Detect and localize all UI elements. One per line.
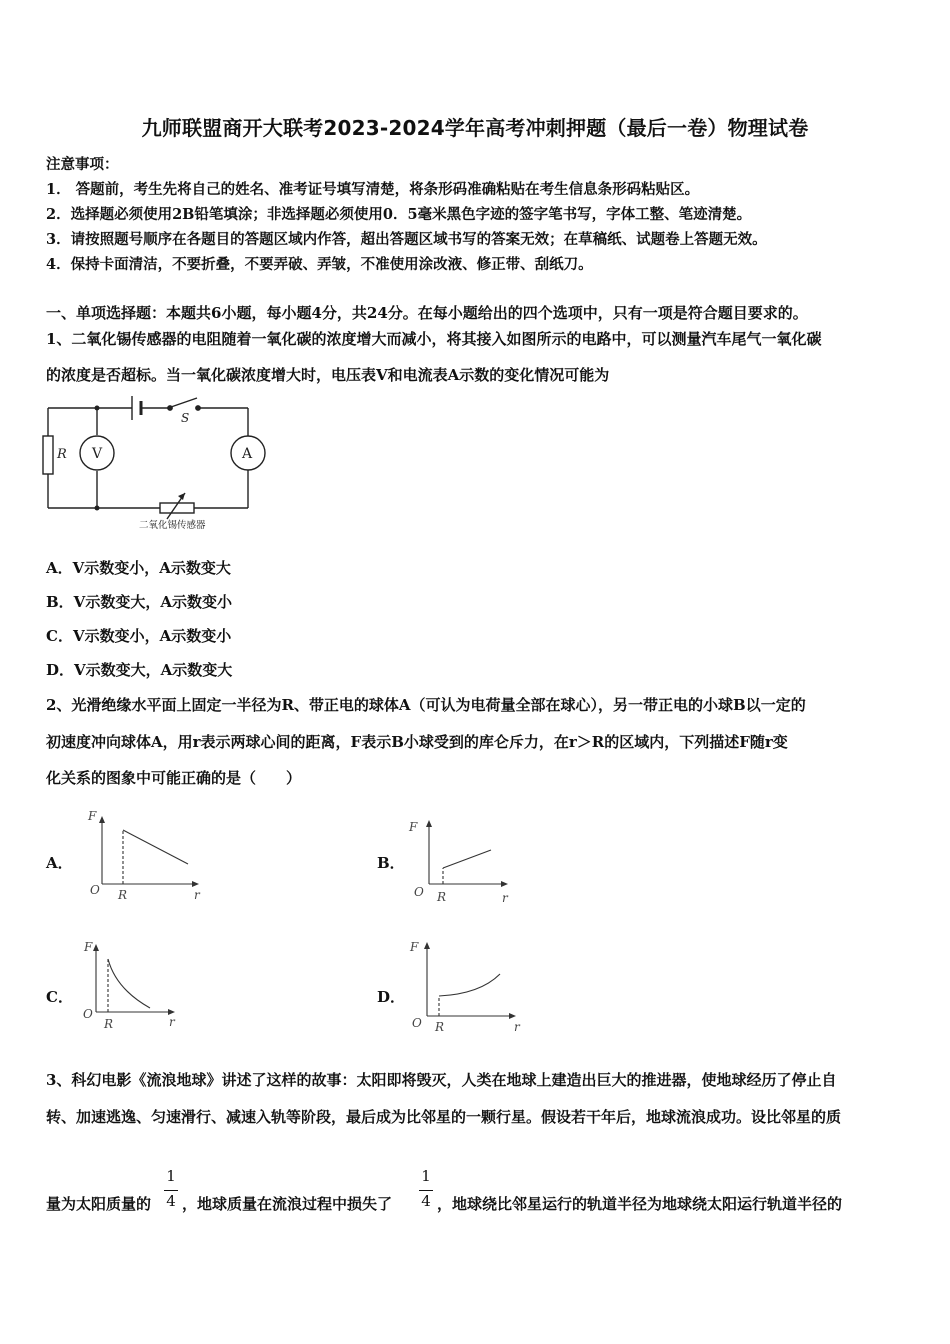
q3-text-part-b: ，地球质量在流浪过程中损失了 [182, 1195, 393, 1213]
axis-label-r: r [514, 1020, 520, 1034]
ammeter-label: A [242, 446, 253, 462]
q1-text: 的浓度是否超标。当一氧化碳浓度增大时，电压表V和电流表A示数的变化情况可能为 [46, 366, 610, 384]
axis-label-r: r [194, 888, 200, 902]
origin-label: O [412, 1016, 422, 1030]
notice-item: 1． 答题前，考生先将自己的姓名、准考证号填写清楚，将条形码准确粘贴在考生信息条形码粘贴区。 [46, 181, 700, 198]
axis-label-f: F [88, 809, 97, 823]
axis-label-f: F [84, 940, 93, 954]
q2-option-d: D． [377, 988, 406, 1006]
origin-label: O [83, 1007, 93, 1021]
q1-option-d: D．V示数变大，A示数变大 [46, 661, 233, 679]
fraction-denominator: 4 [421, 1192, 431, 1210]
mark-label-r-big: R [104, 1017, 114, 1031]
q1-option-b: B．V示数变大，A示数变小 [46, 593, 232, 611]
q3-text: 转、加速逃逸、匀速滑行、减速入轨等阶段，最后成为比邻星的一颗行星。假设若干年后，地球流浪成功。设比邻星的质 [46, 1108, 842, 1126]
q2-graph-c [76, 934, 186, 1034]
axis-label-r: r [169, 1015, 175, 1029]
mark-label-r-big: R [437, 890, 447, 904]
notice-item: 4．保持卡面清洁，不要折叠，不要弄破、弄皱，不准使用涂改液、修正带、刮纸刀。 [46, 256, 593, 273]
fraction-numerator: 1 [421, 1167, 431, 1185]
q2-graph-b [402, 812, 522, 907]
resistor-label: R [57, 447, 67, 462]
q3-text-part-a: 量为太阳质量的 [46, 1195, 152, 1213]
q1-circuit-diagram [40, 392, 280, 542]
q2-graph-a [82, 802, 212, 907]
notice-item: 2．选择题必须使用2B铅笔填涂；非选择题必须使用0．5毫米黑色字迹的签字笔书写，字体工整、笔迹清楚。 [46, 206, 752, 223]
fraction-one-quarter [418, 1167, 434, 1210]
fraction-numerator: 1 [166, 1167, 176, 1185]
switch-label: S [181, 411, 190, 425]
q2-option-c: C． [46, 988, 73, 1006]
q2-text: 2、光滑绝缘水平面上固定一半径为R、带正电的球体A（可认为电荷量全部在球心），另一带正电的小球B以一定的 [46, 696, 806, 714]
q1-text: 1、二氧化锡传感器的电阻随着一氧化碳的浓度增大而减小，将其接入如图所示的电路中，可以测量汽车尾气一氧化碳 [46, 330, 822, 348]
q1-option-a: A．V示数变小，A示数变大 [46, 559, 231, 577]
q2-option-b: B． [377, 854, 405, 872]
axis-label-f: F [409, 820, 418, 834]
q1-option-c: C．V示数变小，A示数变小 [46, 627, 232, 645]
origin-label: O [90, 883, 100, 897]
mark-label-r-big: R [118, 888, 128, 902]
q2-option-a: A． [46, 854, 73, 872]
sensor-label: 二氧化锡传感器 [139, 520, 206, 531]
fraction-one-quarter [163, 1167, 179, 1210]
origin-label: O [414, 885, 424, 899]
q2-text: 初速度冲向球体A，用r表示两球心间的距离，F表示B小球受到的库仑斥力，在r＞R的区域内，下列描述F随r变 [46, 733, 788, 751]
q3-text-part-c: ，地球绕比邻星运行的轨道半径为地球绕太阳运行轨道半径的 [437, 1195, 843, 1213]
axis-label-r: r [502, 891, 508, 905]
section-heading: 一、单项选择题：本题共6小题，每小题4分，共24分。在每小题给出的四个选项中，只有一项是符合题目要求的。 [46, 304, 808, 322]
fraction-denominator: 4 [166, 1192, 176, 1210]
axis-label-f: F [410, 940, 419, 954]
q3-text: 3、科幻电影《流浪地球》讲述了这样的故事：太阳即将毁灭，人类在地球上建造出巨大的推进器，使地球经历了停止自 [46, 1071, 837, 1089]
notice-heading: 注意事项： [46, 156, 119, 173]
mark-label-r-big: R [435, 1020, 445, 1034]
page-title: 九师联盟商开大联考2023-2024学年高考冲刺押题（最后一卷）物理试卷 [141, 116, 809, 140]
q2-text: 化关系的图象中可能正确的是（ ） [46, 769, 302, 787]
notice-item: 3．请按照题号顺序在各题目的答题区域内作答，超出答题区域书写的答案无效；在草稿纸、试题卷上答题无效。 [46, 231, 767, 248]
q2-graph-d [402, 934, 527, 1034]
voltmeter-label: V [92, 446, 103, 462]
